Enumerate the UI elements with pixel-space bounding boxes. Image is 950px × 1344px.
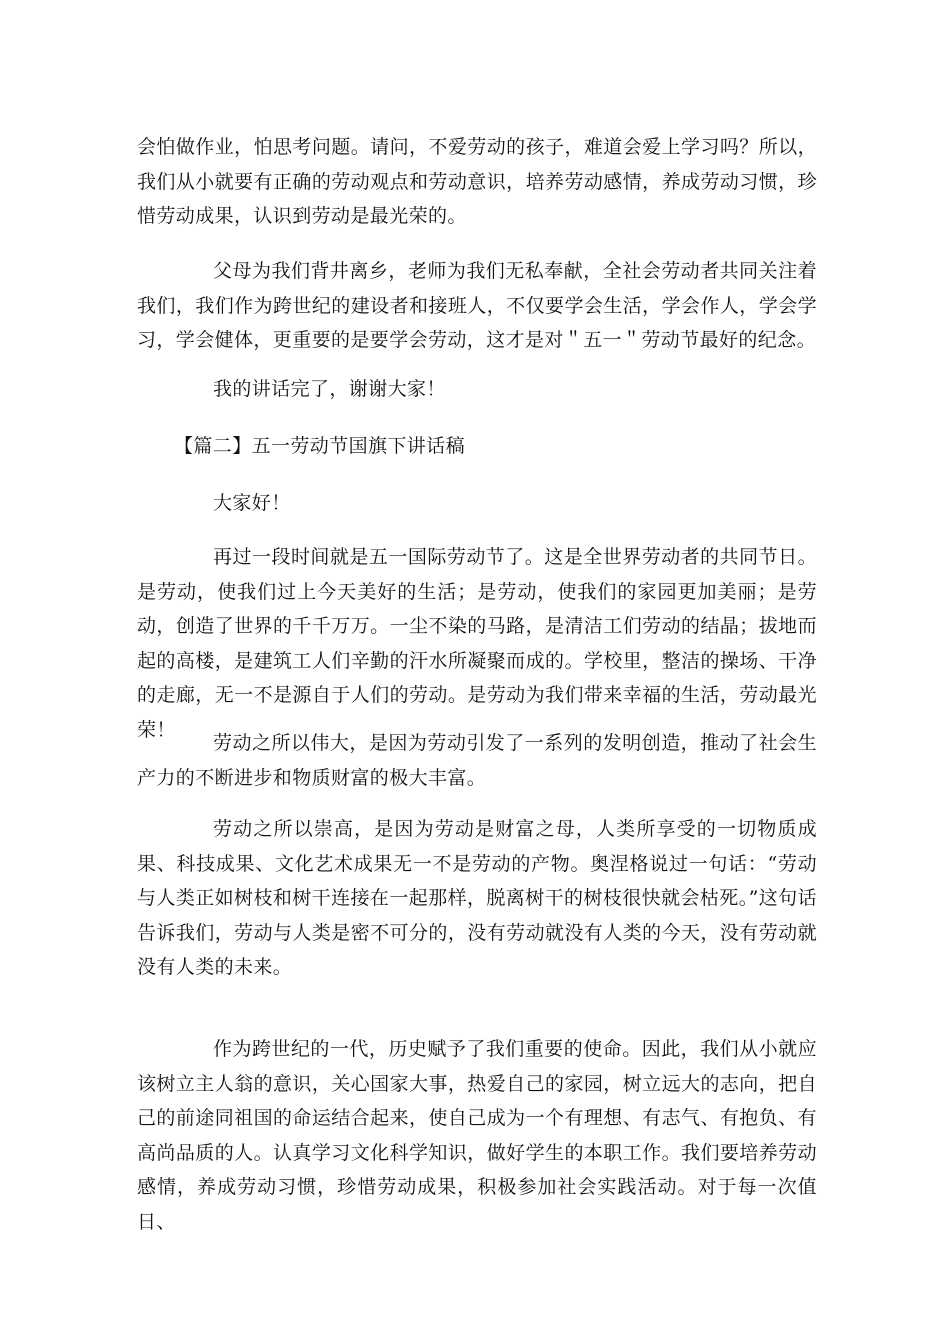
- paragraph-greeting: 大家好！: [213, 492, 291, 514]
- paragraph-closing: 我的讲话完了，谢谢大家！: [213, 378, 446, 400]
- paragraph-continued: 会怕做作业，怕思考问题。请问，不爱劳动的孩子，难道会爱上学习吗？所以，我们从小就要有正确的劳动观点和劳动意识，培养劳动感情，养成劳动习惯，珍惜劳动成果，认识到劳动是最光荣的。: [137, 136, 817, 227]
- paragraph-mission: 作为跨世纪的一代，历史赋予了我们重要的使命。因此，我们从小就应该树立主人翁的意识，关心国家大事，热爱自己的家园，树立远大的志向，把自己的前途同祖国的命运结合起来，使自己成为一个有理想、有志气、有抱负、有高尚品质的人。认真学习文化科学知识，做好学生的本职工作。我们要培养劳动感情，养成劳动习惯，珍惜劳动成果，积极参加社会实践活动。对于每一次值日、: [137, 1038, 817, 1233]
- paragraph-labor-noble: 劳动之所以崇高，是因为劳动是财富之母，人类所享受的一切物质成果、科技成果、文化艺术成果无一不是劳动的产物。奥涅格说过一句话：“劳动与人类正如树枝和树干连接在一起那样，脱离树干的树枝很快就会枯死。”这句话告诉我们，劳动与人类是密不可分的，没有劳动就没有人类的今天，没有劳动就没有人类的未来。: [137, 818, 817, 978]
- section-heading: 【篇二】五一劳动节国旗下讲话稿: [174, 435, 466, 457]
- paragraph-parents-teachers: 父母为我们背井离乡，老师为我们无私奉献，全社会劳动者共同关注着我们，我们作为跨世纪的建设者和接班人，不仅要学会生活，学会作人，学会学习，学会健体，更重要的是要学会劳动，这才是对＂五一＂劳动节最好的纪念。: [137, 260, 817, 351]
- paragraph-labor-great: 劳动之所以伟大，是因为劳动引发了一系列的发明创造，推动了社会生产力的不断进步和物质财富的极大丰富。: [137, 732, 817, 789]
- paragraph-labor-day-intro: 再过一段时间就是五一国际劳动节了。这是全世界劳动者的共同节日。是劳动，使我们过上今天美好的生活；是劳动，使我们的家园更加美丽；是劳动，创造了世界的千千万万。一尘不染的马路，是清洁工们劳动的结晶；拔地而起的高楼，是建筑工人们辛勤的汗水所凝聚而成的。学校里，整洁的操场、干净的走廊，无一不是源自于人们的劳动。是劳动为我们带来幸福的生活，劳动最光荣！: [137, 546, 817, 741]
